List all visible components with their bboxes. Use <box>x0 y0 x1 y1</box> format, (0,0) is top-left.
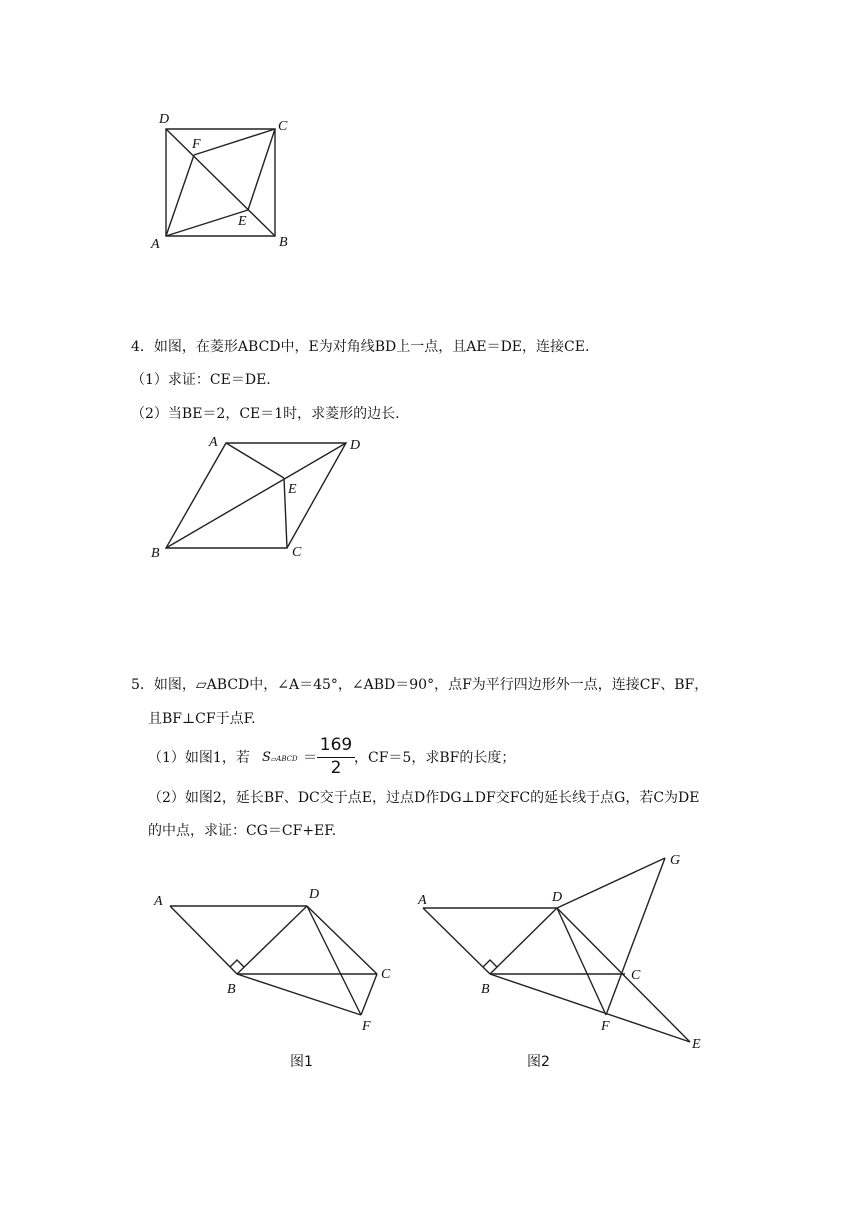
problem4-stem: 4．如图，在菱形ABCD中，E为对角线BD上一点，且AE＝DE，连接CE. <box>131 339 590 355</box>
label-C: C <box>381 967 391 982</box>
label-A: A <box>151 237 160 252</box>
label-E: E <box>692 1037 701 1052</box>
segment-ab <box>423 908 490 974</box>
problem4-part2: （2）当BE＝2，CE＝1时，求菱形的边长. <box>131 406 400 422</box>
segment-be <box>490 974 690 1042</box>
label-F: F <box>362 1019 371 1034</box>
figure-2-caption: 图2 <box>527 1054 550 1070</box>
problem5-part1-post: ，CF＝5，求BF的长度； <box>354 750 516 766</box>
problem5-part1-area: S▱ABCD <box>262 750 298 765</box>
label-F: F <box>192 137 201 152</box>
segment-de <box>557 908 690 1042</box>
label-D: D <box>350 438 361 453</box>
problem5-stem-line1: 5．如图，▱ABCD中，∠A＝45°，∠ABD＝90°，点F为平行四边形外一点，连接CF、BF， <box>131 677 709 693</box>
label-F: F <box>601 1019 610 1034</box>
label-D: D <box>552 890 563 905</box>
label-D: D <box>309 887 320 902</box>
problem5-stem-line2: 且BF⊥CF于点F. <box>148 711 256 727</box>
label-B: B <box>481 982 490 997</box>
label-G: G <box>670 853 681 868</box>
problem5-part2-line1: （2）如图2，延长BF、DC交于点E，过点D作DG⊥DF交FC的延长线于点G，若C为DE <box>148 790 700 806</box>
label-D: D <box>159 112 170 127</box>
figure-1-caption: 图1 <box>290 1054 313 1070</box>
label-C: C <box>278 119 288 134</box>
label-B: B <box>151 546 160 561</box>
label-E: E <box>238 214 247 229</box>
problem5-part1-pre: （1）如图1，若 <box>148 750 250 766</box>
segment-bd <box>490 908 557 974</box>
problem5-part2-line2: 的中点，求证：CG＝CF+EF. <box>148 823 337 839</box>
label-A: A <box>209 435 218 450</box>
fraction-denominator: 2 <box>330 758 342 778</box>
label-A: A <box>154 894 163 909</box>
label-C: C <box>292 545 302 560</box>
label-A: A <box>418 893 427 908</box>
label-E: E <box>288 482 297 497</box>
right-angle-mark <box>483 960 497 967</box>
label-C: C <box>631 968 641 983</box>
fraction-numerator: 169 <box>319 735 353 755</box>
label-B: B <box>227 982 236 997</box>
label-B: B <box>279 235 288 250</box>
problem4-part1: （1）求证：CE＝DE. <box>131 372 271 388</box>
problem5-part1-eq: ＝ <box>303 750 317 766</box>
